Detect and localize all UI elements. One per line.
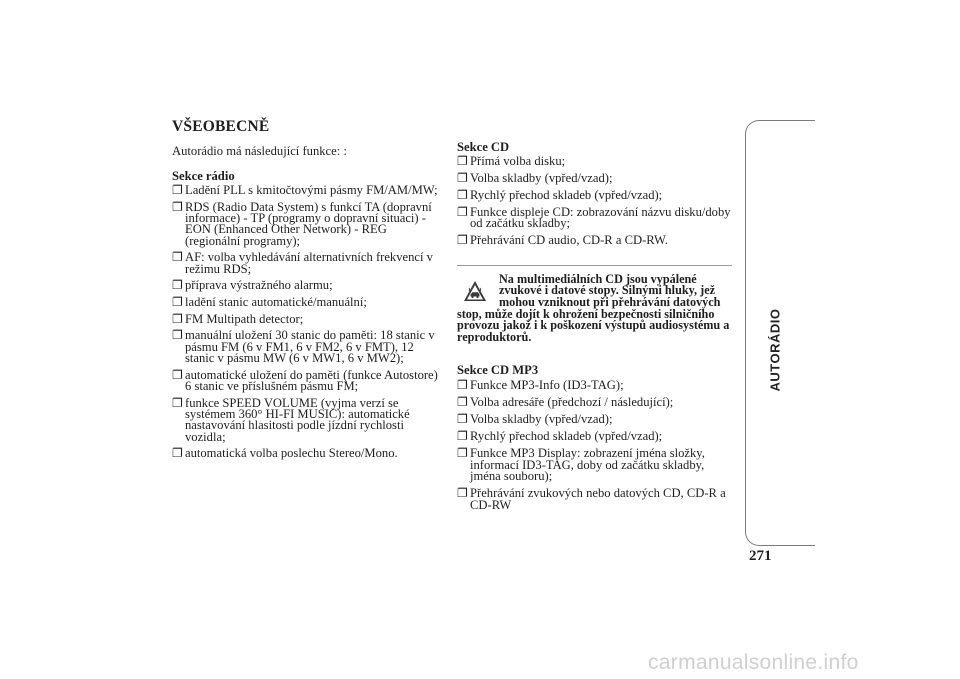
checkbox-bullet-icon: ❐ (457, 446, 468, 461)
chapter-tab-label: AUTORÁDIO (767, 308, 783, 392)
list-item: ❐ Rychlý přechod skladeb (vpřed/vzad); (457, 429, 663, 444)
right-column (457, 140, 732, 517)
checkbox-bullet-icon: ❐ (457, 233, 468, 248)
cd-feature-list (457, 156, 732, 247)
list-item: ❐ Funkce MP3 Display: zobrazení jména složky, informací ID3-TAG, doby od začátku skladby, jména souboru); (457, 446, 705, 484)
page-number: 271 (749, 548, 772, 564)
radio-feature-list (172, 185, 444, 460)
section-title: VŠEOBECNĚ (172, 118, 270, 135)
list-item: ❐ RDS (Radio Data System) s funkcí TA (dopravní informace) - TP (programy o dopravní situaci) - EON (Enhanced Other Network) - REG (regionální programy); (172, 199, 432, 248)
checkbox-bullet-icon: ❐ (172, 446, 183, 461)
checkbox-bullet-icon: ❐ (457, 205, 468, 219)
list-item: ❐ ladění stanic automatické/manuální; (172, 295, 367, 309)
checkbox-bullet-icon: ❐ (172, 278, 183, 293)
list-item: ❐ AF: volba vyhledávání alternativních frekvencí v režimu RDS; (172, 250, 433, 276)
warning-note (457, 265, 732, 344)
checkbox-bullet-icon: ❐ (172, 328, 183, 343)
list-item: ❐ Volba skladby (vpřed/vzad); (457, 412, 613, 427)
warning-text: Na multimediálních CD jsou vypálené zvukové i datové stopy. Silnými hluky, jež mohou vzniknout při přehrávání datových stop, může dojít k ohrožení bezpečnosti silničního provozu jakož i k poškození výstupů audiosystému a reproduktorů. (457, 271, 730, 344)
list-item: ❐ Volba skladby (vpřed/vzad); (457, 171, 613, 185)
checkbox-bullet-icon: ❐ (172, 250, 183, 265)
list-item: ❐ Funkce displeje CD: zobrazování názvu disku/doby od začátku skladby; (457, 205, 731, 231)
checkbox-bullet-icon: ❐ (457, 486, 468, 501)
checkbox-bullet-icon: ❐ (172, 367, 183, 382)
checkbox-bullet-icon: ❐ (172, 295, 183, 309)
mp3-feature-list (457, 380, 732, 511)
checkbox-bullet-icon: ❐ (457, 171, 468, 185)
watermark: carmanualsonline.info (648, 651, 859, 674)
checkbox-bullet-icon: ❐ (457, 188, 468, 202)
checkbox-bullet-icon: ❐ (457, 429, 468, 444)
list-item: ❐ Přehrávání CD audio, CD-R a CD-RW. (457, 233, 668, 248)
warning-car-icon (463, 280, 487, 302)
list-item: ❐ Volba adresáře (předchozí / následující); (457, 395, 674, 410)
list-item: ❐ Funkce MP3-Info (ID3-TAG); (457, 378, 624, 393)
list-item: ❐ funkce SPEED VOLUME (vyjma verzí se systémem 360° HI-FI MUSIC): automatické nastavování hlasitosti podle jízdní rychlosti vozidla; (172, 395, 410, 444)
intro-text: Autorádio má následující funkce: : (172, 144, 347, 158)
cd-section-heading: Sekce CD (457, 140, 510, 154)
list-item: ❐ Ladění PLL s kmitočtovými pásmy FM/AM/MW; (172, 183, 438, 197)
checkbox-bullet-icon: ❐ (172, 183, 183, 197)
checkbox-bullet-icon: ❐ (172, 199, 183, 214)
mp3-section-heading: Sekce CD MP3 (457, 363, 539, 378)
checkbox-bullet-icon: ❐ (457, 395, 468, 410)
checkbox-bullet-icon: ❐ (457, 154, 468, 168)
checkbox-bullet-icon: ❐ (457, 378, 468, 393)
list-item: ❐ příprava výstražného alarmu; (172, 278, 333, 293)
mp3-section (457, 363, 732, 511)
checkbox-bullet-icon: ❐ (457, 412, 468, 427)
list-item: ❐ Přímá volba disku; (457, 154, 566, 168)
list-item: ❐ automatická volba poslechu Stereo/Mono. (172, 446, 398, 461)
radio-section-heading: Sekce rádio (172, 169, 235, 183)
list-item: ❐ manuální uložení 30 stanic do paměti: 18 stanic v pásmu FM (6 v FM1, 6 v FM2, 6 v FMT), 12 stanic v pásmu MW (6 v MW1, 6 v MW2); (172, 328, 435, 365)
checkbox-bullet-icon: ❐ (172, 311, 183, 326)
list-item: ❐ FM Multipath detector; (172, 311, 304, 326)
list-item: ❐ automatické uložení do paměti (funkce Autostore) 6 stanic ve příslušném pásmu FM; (172, 367, 438, 393)
left-column (172, 118, 444, 465)
checkbox-bullet-icon: ❐ (172, 395, 183, 410)
list-item: ❐ Rychlý přechod skladeb (vpřed/vzad); (457, 188, 663, 202)
list-item: ❐ Přehrávání zvukových nebo datových CD, CD-R a CD-RW (457, 486, 726, 512)
